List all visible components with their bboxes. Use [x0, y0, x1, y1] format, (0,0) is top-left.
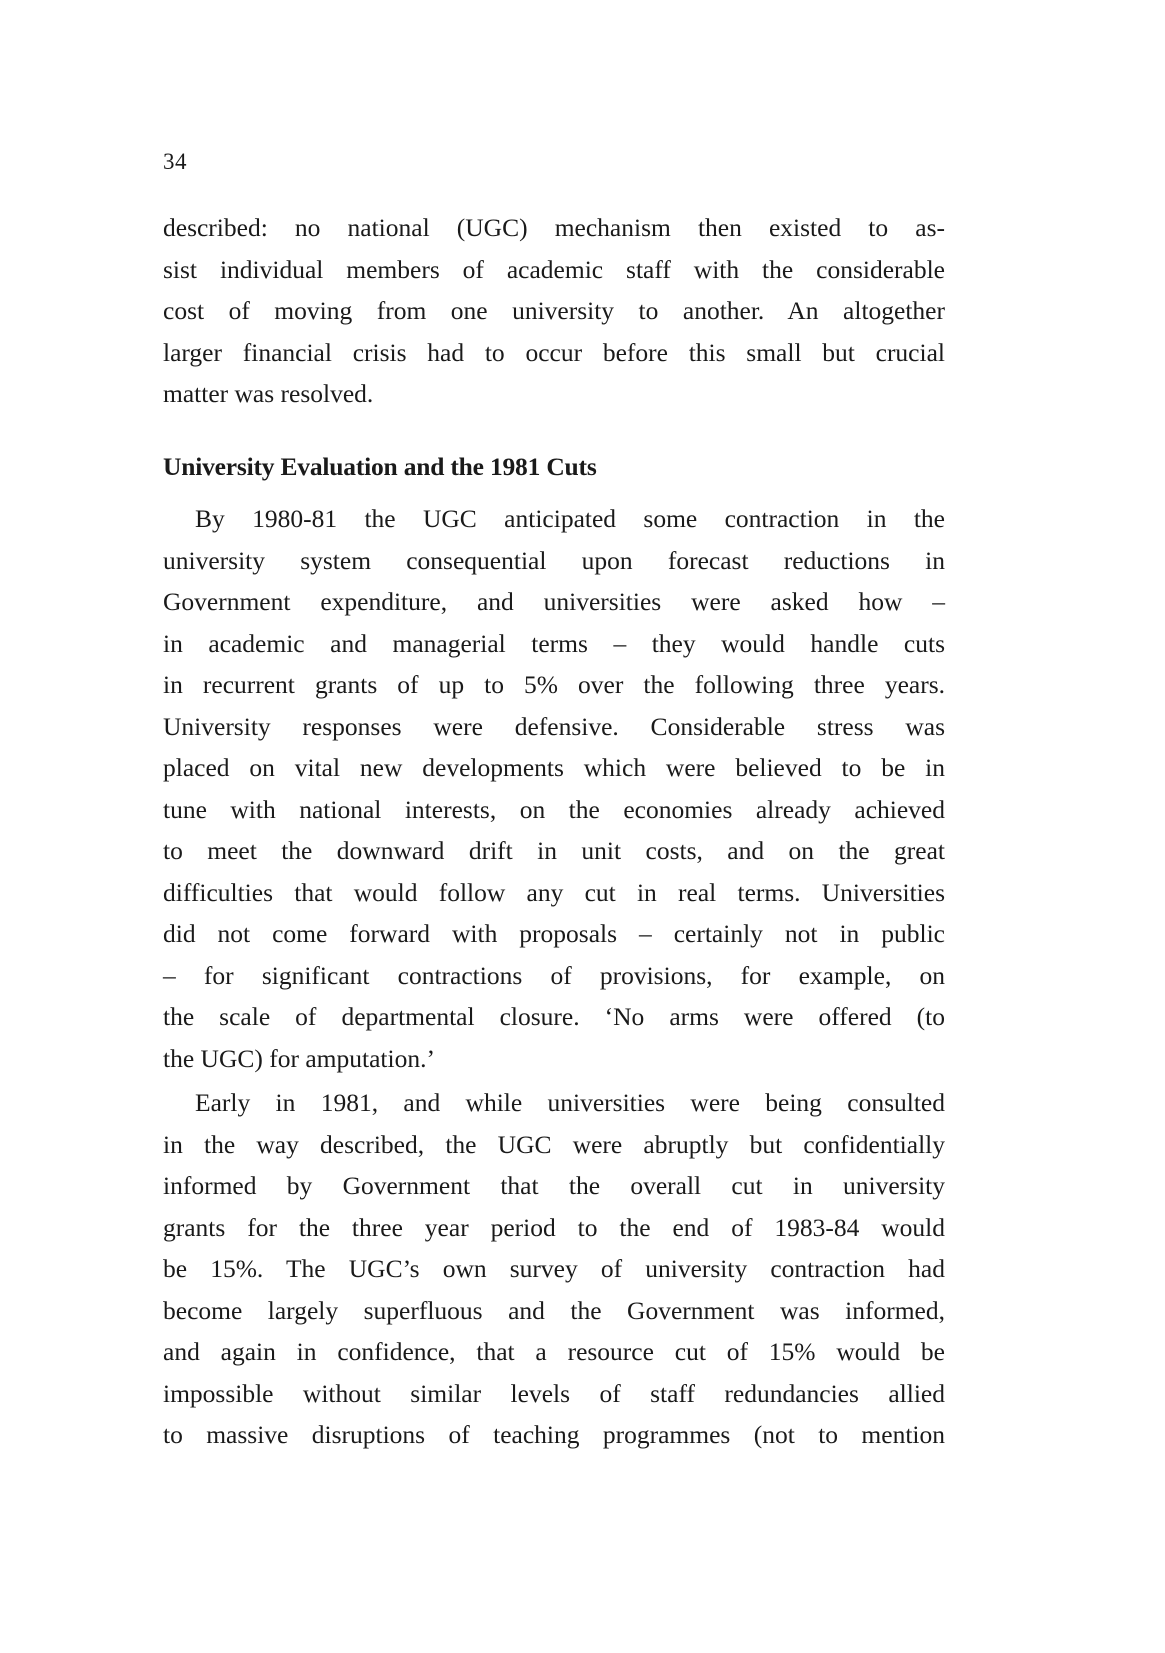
- text-line: become largely superfluous and the Government was informed,: [163, 1295, 945, 1325]
- text-line: described: no national (UGC) mechanism then existed to as-: [163, 213, 945, 242]
- text-line: placed on vital new developments which were believed to be in: [163, 753, 945, 782]
- paragraph-2: [163, 1082, 945, 1456]
- section-heading: University Evaluation and the 1981 Cuts: [163, 452, 597, 481]
- text-line: tune with national interests, on the economies already achieved: [163, 794, 945, 824]
- text-line: cost of moving from one university to another. An altogether: [163, 296, 945, 325]
- text-line: be 15%. The UGC’s own survey of university contraction had: [163, 1254, 945, 1283]
- text-line: informed by Government that the overall cut in university: [163, 1171, 945, 1200]
- text-line: the UGC) for amputation.’: [163, 1043, 435, 1073]
- text-line: – for significant contractions of provisions, for example, on: [163, 960, 945, 990]
- text-line: the scale of departmental closure. ‘No arms were offered (to: [163, 1002, 945, 1031]
- intro-paragraph: [163, 207, 945, 415]
- text-line: did not come forward with proposals – certainly not in public: [163, 919, 945, 948]
- text-line: By 1980-81 the UGC anticipated some contraction in the: [195, 504, 945, 533]
- text-line: impossible without similar levels of staff redundancies allied: [163, 1378, 945, 1408]
- text-line: in academic and managerial terms – they would handle cuts: [163, 628, 945, 658]
- text-line: larger financial crisis had to occur before this small but crucial: [163, 337, 945, 367]
- text-line: University responses were defensive. Considerable stress was: [163, 711, 945, 741]
- text-line: in the way described, the UGC were abruptly but confidentially: [163, 1129, 945, 1159]
- text-line: and again in confidence, that a resource cut of 15% would be: [163, 1337, 945, 1366]
- text-line: matter was resolved.: [163, 379, 374, 408]
- text-line: grants for the three year period to the end of 1983-84 would: [163, 1212, 945, 1242]
- text-line: Government expenditure, and universities were asked how –: [163, 587, 945, 616]
- text-line: sist individual members of academic staff with the considerable: [163, 254, 945, 284]
- text-line: Early in 1981, and while universities were being consulted: [195, 1088, 945, 1117]
- page-number: 34: [163, 149, 187, 174]
- text-line: to massive disruptions of teaching programmes (not to mention: [163, 1420, 945, 1449]
- text-line: university system consequential upon forecast reductions in: [163, 545, 945, 575]
- text-line: difficulties that would follow any cut in real terms. Universities: [163, 877, 945, 907]
- text-line: in recurrent grants of up to 5% over the following three years.: [163, 670, 945, 699]
- text-line: to meet the downward drift in unit costs, and on the great: [163, 836, 945, 865]
- paragraph-1: [163, 498, 945, 1079]
